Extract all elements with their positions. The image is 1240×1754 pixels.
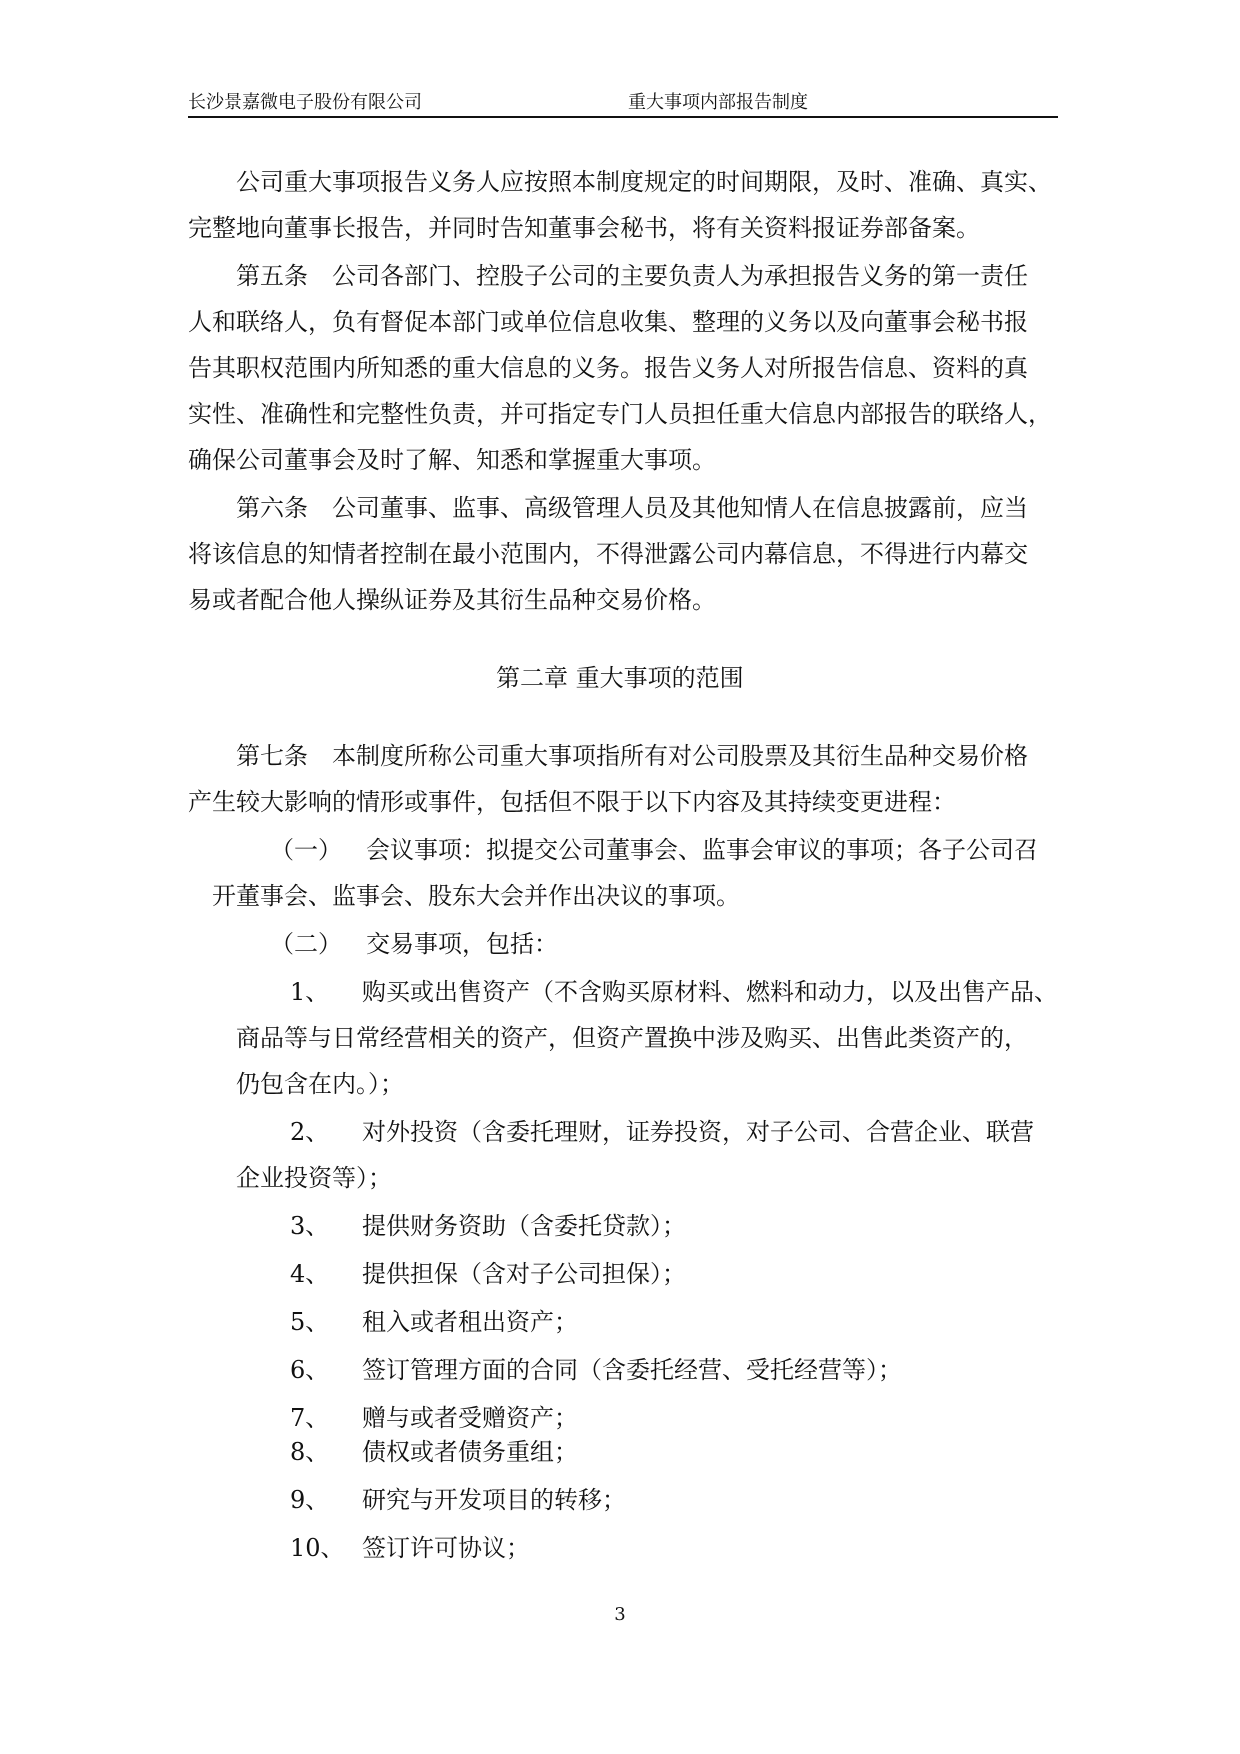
section-2-line: （二） 交易事项，包括： — [270, 924, 558, 959]
list-item: 9、 研究与开发项目的转移； — [290, 1480, 626, 1515]
article-6-line: 第六条 公司董事、监事、高级管理人员及其他知情人在信息披露前，应当 — [236, 494, 1028, 522]
article-5-line: 告其职权范围内所知悉的重大信息的义务。报告义务人对所报告信息、资料的真 — [188, 354, 1028, 382]
article-7-line: 第七条 本制度所称公司重大事项指所有对公司股票及其衍生品种交易价格 — [236, 742, 1028, 770]
section-1-line: 开董事会、监事会、股东大会并作出决议的事项。 — [212, 882, 740, 910]
item-number: 3、 — [290, 1212, 330, 1240]
article-6-line: 易或者配合他人操纵证券及其衍生品种交易价格。 — [188, 586, 716, 614]
list-item: 7、 赠与或者受赠资产； — [290, 1398, 578, 1433]
item-number: 9、 — [290, 1486, 330, 1514]
item-number: 1、 — [290, 978, 330, 1006]
item-number: 10、 — [290, 1534, 345, 1562]
list-item: 4、 提供担保（含对子公司担保）； — [290, 1254, 686, 1289]
article-5-line: 第五条 公司各部门、控股子公司的主要负责人为承担报告义务的第一责任 — [236, 262, 1028, 290]
article-5-line: 确保公司董事会及时了解、知悉和掌握重大事项。 — [188, 446, 716, 474]
list-item: 6、 签订管理方面的合同（含委托经营、受托经营等）； — [290, 1350, 902, 1385]
paragraph-line: 公司重大事项报告义务人应按照本制度规定的时间期限，及时、准确、真实、 — [236, 168, 1052, 196]
item-number: 8、 — [290, 1438, 330, 1466]
article-6-line: 将该信息的知情者控制在最小范围内，不得泄露公司内幕信息，不得进行内幕交 — [188, 540, 1028, 568]
header-title: 重大事项内部报告制度 — [628, 92, 808, 113]
header-company: 长沙景嘉微电子股份有限公司 — [188, 92, 422, 113]
list-item: 1、 购买或出售资产（不含购买原材料、燃料和动力，以及出售产品、 — [290, 972, 1058, 1007]
list-item: 2、 对外投资（含委托理财，证券投资，对子公司、合营企业、联营 — [290, 1112, 1034, 1147]
chapter-heading: 第二章 重大事项的范围 — [496, 664, 744, 692]
item-number: 7、 — [290, 1404, 330, 1432]
item-number: 2、 — [290, 1118, 330, 1146]
list-item: 3、 提供财务资助（含委托贷款）； — [290, 1206, 686, 1241]
section-number: （一） — [270, 836, 342, 864]
list-item-line: 企业投资等）； — [236, 1164, 392, 1192]
page-header — [188, 88, 1058, 118]
list-item: 10、 签订许可协议； — [290, 1528, 530, 1563]
list-item-line: 商品等与日常经营相关的资产，但资产置换中涉及购买、出售此类资产的， — [236, 1024, 1028, 1052]
item-number: 6、 — [290, 1356, 330, 1384]
item-number: 4、 — [290, 1260, 330, 1288]
section-number: （二） — [270, 930, 342, 958]
page-number: 3 — [614, 1604, 626, 1625]
article-5-line: 人和联络人，负有督促本部门或单位信息收集、整理的义务以及向董事会秘书报 — [188, 308, 1028, 336]
article-7-line: 产生较大影响的情形或事件，包括但不限于以下内容及其持续变更进程： — [188, 788, 956, 816]
section-1-line: （一） 会议事项：拟提交公司董事会、监事会审议的事项；各子公司召 — [270, 830, 1038, 865]
paragraph-line: 完整地向董事长报告，并同时告知董事会秘书，将有关资料报证券部备案。 — [188, 214, 980, 242]
item-number: 5、 — [290, 1308, 330, 1336]
list-item: 5、 租入或者租出资产； — [290, 1302, 578, 1337]
article-5-line: 实性、准确性和完整性负责，并可指定专门人员担任重大信息内部报告的联络人， — [188, 400, 1052, 428]
list-item-line: 仍包含在内。）； — [236, 1070, 404, 1098]
list-item: 8、 债权或者债务重组； — [290, 1432, 578, 1467]
